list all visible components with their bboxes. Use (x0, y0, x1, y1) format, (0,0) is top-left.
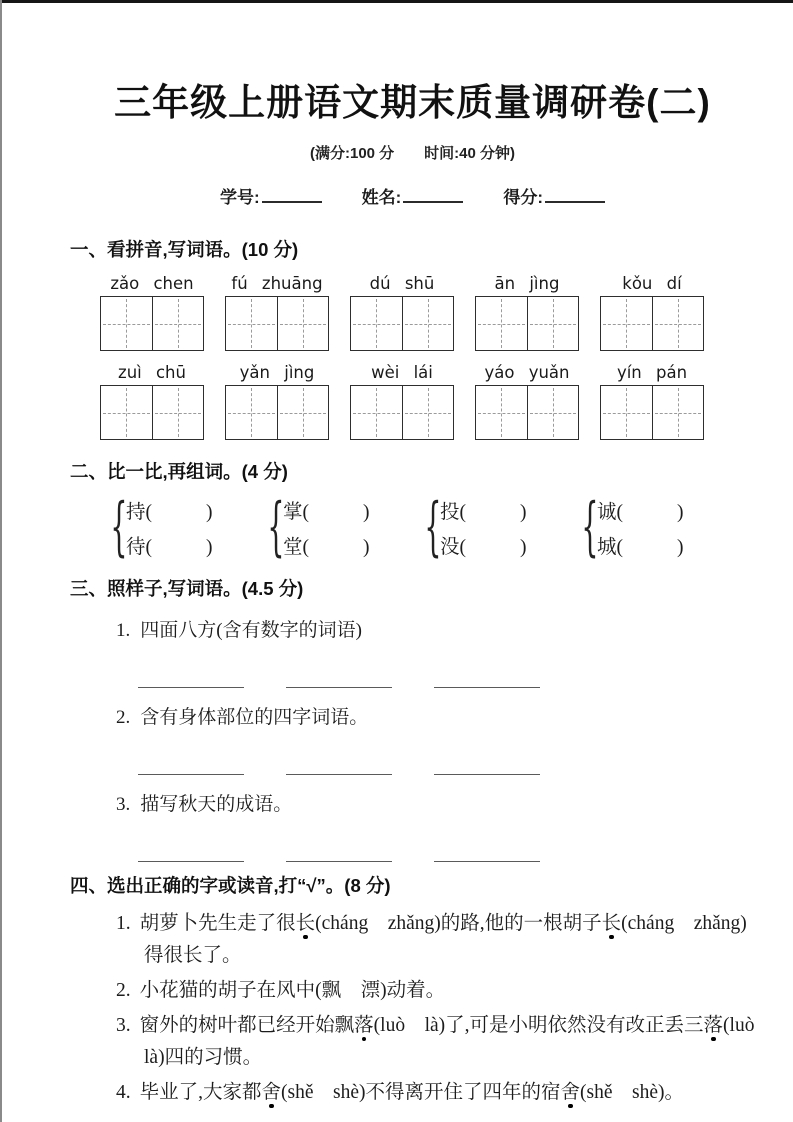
question-text: 含有身体部位的四字词语。 (140, 707, 369, 728)
word-pair (110, 490, 267, 565)
grid-cell (476, 297, 527, 350)
question-text: 窗外的树叶都已经开始飘落(luò là)了,可是小明依然没有改正丢三落(luò là)四的习惯。 (139, 1015, 774, 1068)
student-id-label: 学号: (219, 188, 260, 207)
pair-char-top: 持 (126, 502, 146, 523)
pinyin-word-block (600, 274, 704, 351)
pinyin-label: wèi lái (371, 363, 433, 382)
student-info-row (70, 183, 755, 208)
pinyin-word-block (475, 363, 579, 440)
question-number: 4. (116, 1082, 131, 1103)
answer-blank-line (138, 860, 244, 862)
answer-blank-row (138, 773, 755, 775)
pair-char-bottom: 没 (440, 537, 460, 558)
pinyin-grid-row-2 (100, 363, 755, 440)
question-text: 胡萝卜先生走了很长(cháng zhǎng)的路,他的一根胡子长(cháng zhǎng)得很长了。 (139, 913, 747, 966)
score-field (503, 183, 605, 208)
choice-question (116, 908, 764, 972)
grid-cell (527, 297, 579, 350)
grid-cell (476, 386, 527, 439)
student-name-blank (403, 186, 463, 203)
word-pairs-row (110, 490, 755, 565)
emphasized-char: 舍 (560, 1082, 581, 1103)
pinyin-label: yáo yuǎn (484, 363, 570, 382)
writing-grid (600, 385, 704, 440)
question-number: 3. (116, 1015, 131, 1036)
pair-line-top: 掌 ( ) (283, 496, 370, 524)
question-number: 2. (116, 707, 131, 728)
pair-line-bottom: 没 ( ) (440, 531, 527, 559)
word-pair (581, 490, 738, 565)
example-word-item (116, 702, 755, 775)
question-text: 毕业了,大家都舍(shě shè)不得离开住了四年的宿舍(shě shè)。 (139, 1082, 685, 1103)
pinyin-label: dú shū (369, 274, 435, 293)
pair-words (126, 496, 213, 559)
pair-words (597, 496, 684, 559)
grid-cell (652, 386, 704, 439)
pinyin-label: zǎo chen (110, 274, 194, 293)
pinyin-label: ān jìng (494, 274, 560, 293)
section3-items (70, 615, 755, 862)
pinyin-word-block (475, 274, 579, 351)
choice-question (116, 1077, 764, 1109)
example-word-prompt (116, 615, 755, 642)
word-pair (267, 490, 424, 565)
emphasized-char: 落 (703, 1015, 724, 1036)
emphasized-char: 落 (354, 1015, 374, 1036)
section3-heading: 三、照样子,写词语。(4.5 分) (70, 578, 304, 599)
writing-grid (100, 296, 204, 351)
writing-grid (100, 385, 204, 440)
writing-grid (475, 296, 579, 351)
emphasized-char: 长 (601, 913, 622, 934)
answer-blank-row (138, 860, 755, 862)
pinyin-label: yín pán (616, 363, 688, 382)
answer-blank-line (434, 773, 540, 775)
answer-blank-row (138, 686, 755, 688)
grid-cell (351, 297, 402, 350)
choice-question (116, 975, 764, 1007)
pair-line-top: 持 ( ) (126, 496, 213, 524)
pinyin-word-block (225, 363, 329, 440)
brace-icon: { (581, 490, 599, 565)
answer-blank-line (434, 686, 540, 688)
pair-char-top: 投 (440, 502, 460, 523)
pair-line-top: 投 ( ) (440, 496, 527, 524)
pinyin-grid-row-1 (100, 274, 755, 351)
pinyin-label: fú zhuāng (231, 274, 323, 293)
writing-grid (350, 385, 454, 440)
pair-line-bottom: 待 ( ) (126, 531, 213, 559)
student-name-label: 姓名: (361, 188, 402, 207)
student-id-field (220, 183, 322, 208)
pair-line-bottom: 城 ( ) (597, 531, 684, 559)
emphasized-char: 舍 (261, 1082, 282, 1103)
pinyin-word-block (100, 363, 204, 440)
section1-heading: 一、看拼音,写词语。(10 分) (70, 239, 299, 260)
grid-cell (527, 386, 579, 439)
brace-icon: { (267, 490, 285, 565)
pinyin-word-block (100, 274, 204, 351)
pinyin-word-block (600, 363, 704, 440)
writing-grid (225, 296, 329, 351)
question-number: 1. (116, 913, 131, 934)
grid-cell (351, 386, 402, 439)
grid-cell (152, 386, 204, 439)
score-blank (545, 186, 605, 203)
question-number: 1. (116, 620, 131, 641)
pinyin-word-block (350, 274, 454, 351)
pair-char-bottom: 待 (126, 537, 146, 558)
word-pair (424, 490, 581, 565)
student-id-blank (262, 186, 322, 203)
pair-char-bottom: 城 (597, 537, 617, 558)
student-name-field (362, 183, 464, 208)
brace-icon: { (424, 490, 442, 565)
grid-cell (101, 297, 152, 350)
section4-heading: 四、选出正确的字或读音,打“√”。(8 分) (70, 875, 391, 896)
brace-icon: { (110, 490, 128, 565)
example-word-item (116, 615, 755, 688)
question-number: 2. (116, 980, 131, 1001)
pair-char-bottom: 堂 (283, 537, 303, 558)
pair-words (440, 496, 527, 559)
page-title: 三年级上册语文期末质量调研卷(二) (114, 82, 711, 123)
emphasized-char: 长 (295, 913, 316, 934)
section4-items (116, 908, 774, 1109)
grid-cell (152, 297, 204, 350)
answer-blank-line (434, 860, 540, 862)
grid-cell (101, 386, 152, 439)
page-left-edge-line (0, 0, 2, 1122)
pinyin-word-block (350, 363, 454, 440)
grid-cell (277, 386, 329, 439)
score-label: 得分: (503, 188, 543, 207)
pair-words (283, 496, 370, 559)
pair-line-top: 诚 ( ) (597, 496, 684, 524)
grid-cell (277, 297, 329, 350)
question-text: 小花猫的胡子在风中(飘 漂)动着。 (139, 980, 446, 1001)
writing-grid (600, 296, 704, 351)
question-text: 描写秋天的成语。 (140, 794, 293, 815)
answer-blank-line (138, 686, 244, 688)
pinyin-label: zuì chū (118, 363, 186, 382)
example-word-item (116, 789, 755, 862)
pinyin-label: yǎn jìng (239, 363, 315, 382)
section2-heading: 二、比一比,再组词。(4 分) (70, 461, 288, 482)
grid-cell (601, 297, 652, 350)
exam-page (70, 0, 774, 1112)
grid-cell (601, 386, 652, 439)
answer-blank-line (286, 686, 392, 688)
pinyin-label: kǒu dí (622, 274, 682, 293)
answer-blank-line (138, 773, 244, 775)
answer-blank-line (286, 860, 392, 862)
example-word-prompt (116, 789, 755, 816)
grid-cell (226, 297, 277, 350)
writing-grid (225, 385, 329, 440)
grid-cell (402, 297, 454, 350)
question-number: 3. (116, 794, 131, 815)
question-text: 四面八方(含有数字的词语) (140, 620, 362, 641)
exam-meta: (满分:100 分 时间:40 分钟) (309, 145, 516, 162)
writing-grid (350, 296, 454, 351)
pair-char-top: 诚 (597, 502, 617, 523)
pinyin-word-block (225, 274, 329, 351)
pair-line-bottom: 堂 ( ) (283, 531, 370, 559)
example-word-prompt (116, 702, 755, 729)
grid-cell (652, 297, 704, 350)
answer-blank-line (286, 773, 392, 775)
pair-char-top: 掌 (283, 502, 303, 523)
grid-cell (402, 386, 454, 439)
writing-grid (475, 385, 579, 440)
grid-cell (226, 386, 277, 439)
choice-question (116, 1010, 774, 1074)
